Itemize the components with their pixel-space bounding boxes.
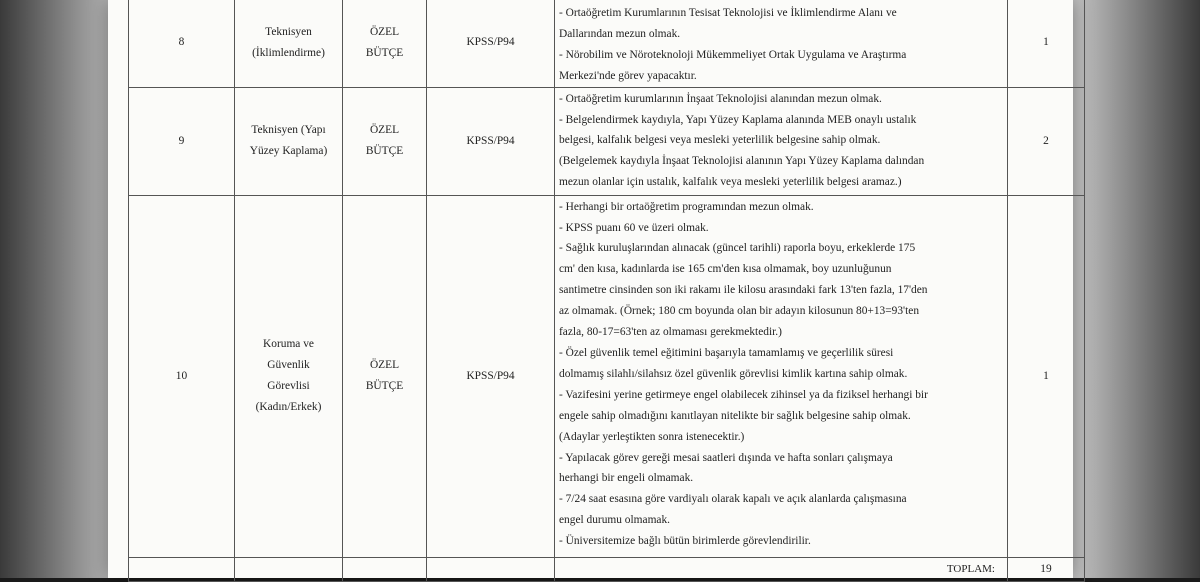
table-row [129, 195, 1085, 557]
position-title: Teknisyen (İklimlendirme) [235, 0, 343, 87]
position-title: Koruma ve Güvenlik Görevlisi (Kadın/Erkek) [235, 195, 343, 557]
score-type: KPSS/P94 [427, 0, 555, 87]
job-positions-table [128, 0, 1085, 582]
requirements: - Herhangi bir ortaöğretim programından mezun olmak. - KPSS puanı 60 ve üzeri olmak. - Sağlık kuruluşlarından alınacak (güncel tarihli) raporla boyu, erkeklerde 175 cm' den kısa, kadınlarda ise 165 cm'den kısa olmamak, boy uzunluğunun santimetre cinsinden son iki rakamı ile kilosu arasındaki fark 13'ten fazla, 17'den az olmamak. (Örnek; 180 cm boyunda olan bir adayın kilosunun 80+13=93'ten fazla, 80-17=63'ten az olmaması gerekmektedir.) - Özel güvenlik temel eğitimini başarıyla tamamlamış ve geçerlilik süresi dolmamış silahlı/silahsız özel güvenlik görevlisi kimlik kartına sahip olmak. - Vazifesini yerine getirmeye engel olabilecek zihinsel ya da fiziksel herhangi bir engele sahip olmadığını kanıtlayan nitelikte bir sağlık belgesine sahip olmak. (Adaylar yerleştikten sonra istenecektir.) - Yapılacak görev gereği mesai saatleri dışında ve hafta sonları çalışmaya herhangi bir engeli olmamak. - 7/24 saat esasına göre vardiyalı olarak kapalı ve açık alanlarda çalışmasına engel durumu olmamak. - Üniversitemize bağlı bütün birimlerde görevlendirilir. [555, 195, 1008, 557]
row-number: 9 [129, 87, 235, 195]
position-count: 2 [1008, 87, 1085, 195]
budget-type: ÖZEL BÜTÇE [343, 195, 427, 557]
document-page [108, 0, 1073, 578]
table-row [129, 0, 1085, 87]
position-count: 1 [1008, 0, 1085, 87]
row-number: 10 [129, 195, 235, 557]
table-row [129, 87, 1085, 195]
budget-type: ÖZEL BÜTÇE [343, 87, 427, 195]
score-type: KPSS/P94 [427, 87, 555, 195]
total-label: TOPLAM: [555, 557, 1008, 581]
budget-type: ÖZEL BÜTÇE [343, 0, 427, 87]
score-type: KPSS/P94 [427, 195, 555, 557]
position-title: Teknisyen (Yapı Yüzey Kaplama) [235, 87, 343, 195]
row-number: 8 [129, 0, 235, 87]
requirements: - Ortaöğretim kurumlarının İnşaat Teknolojisi alanından mezun olmak. - Belgelendirmek kaydıyla, Yapı Yüzey Kaplama alanında MEB onaylı ustalık belgesi, kalfalık belgesi veya mesleki yeterlilik belgesine sahip olmak. (Belgelemek kaydıyla İnşaat Teknolojisi alanının Yapı Yüzey Kaplama dalından mezun olanlar için ustalık, kalfalık veya mesleki yeterlilik belgesi aramaz.) [555, 87, 1008, 195]
total-value: 19 [1008, 557, 1085, 581]
position-count: 1 [1008, 195, 1085, 557]
requirements: - Ortaöğretim Kurumlarının Tesisat Teknolojisi ve İklimlendirme Alanı ve Dallarından mezun olmak. - Nörobilim ve Nöroteknoloji Mükemmeliyet Ortak Uygulama ve Araştırma Merkezi'nde görev yapacaktır. [555, 0, 1008, 87]
